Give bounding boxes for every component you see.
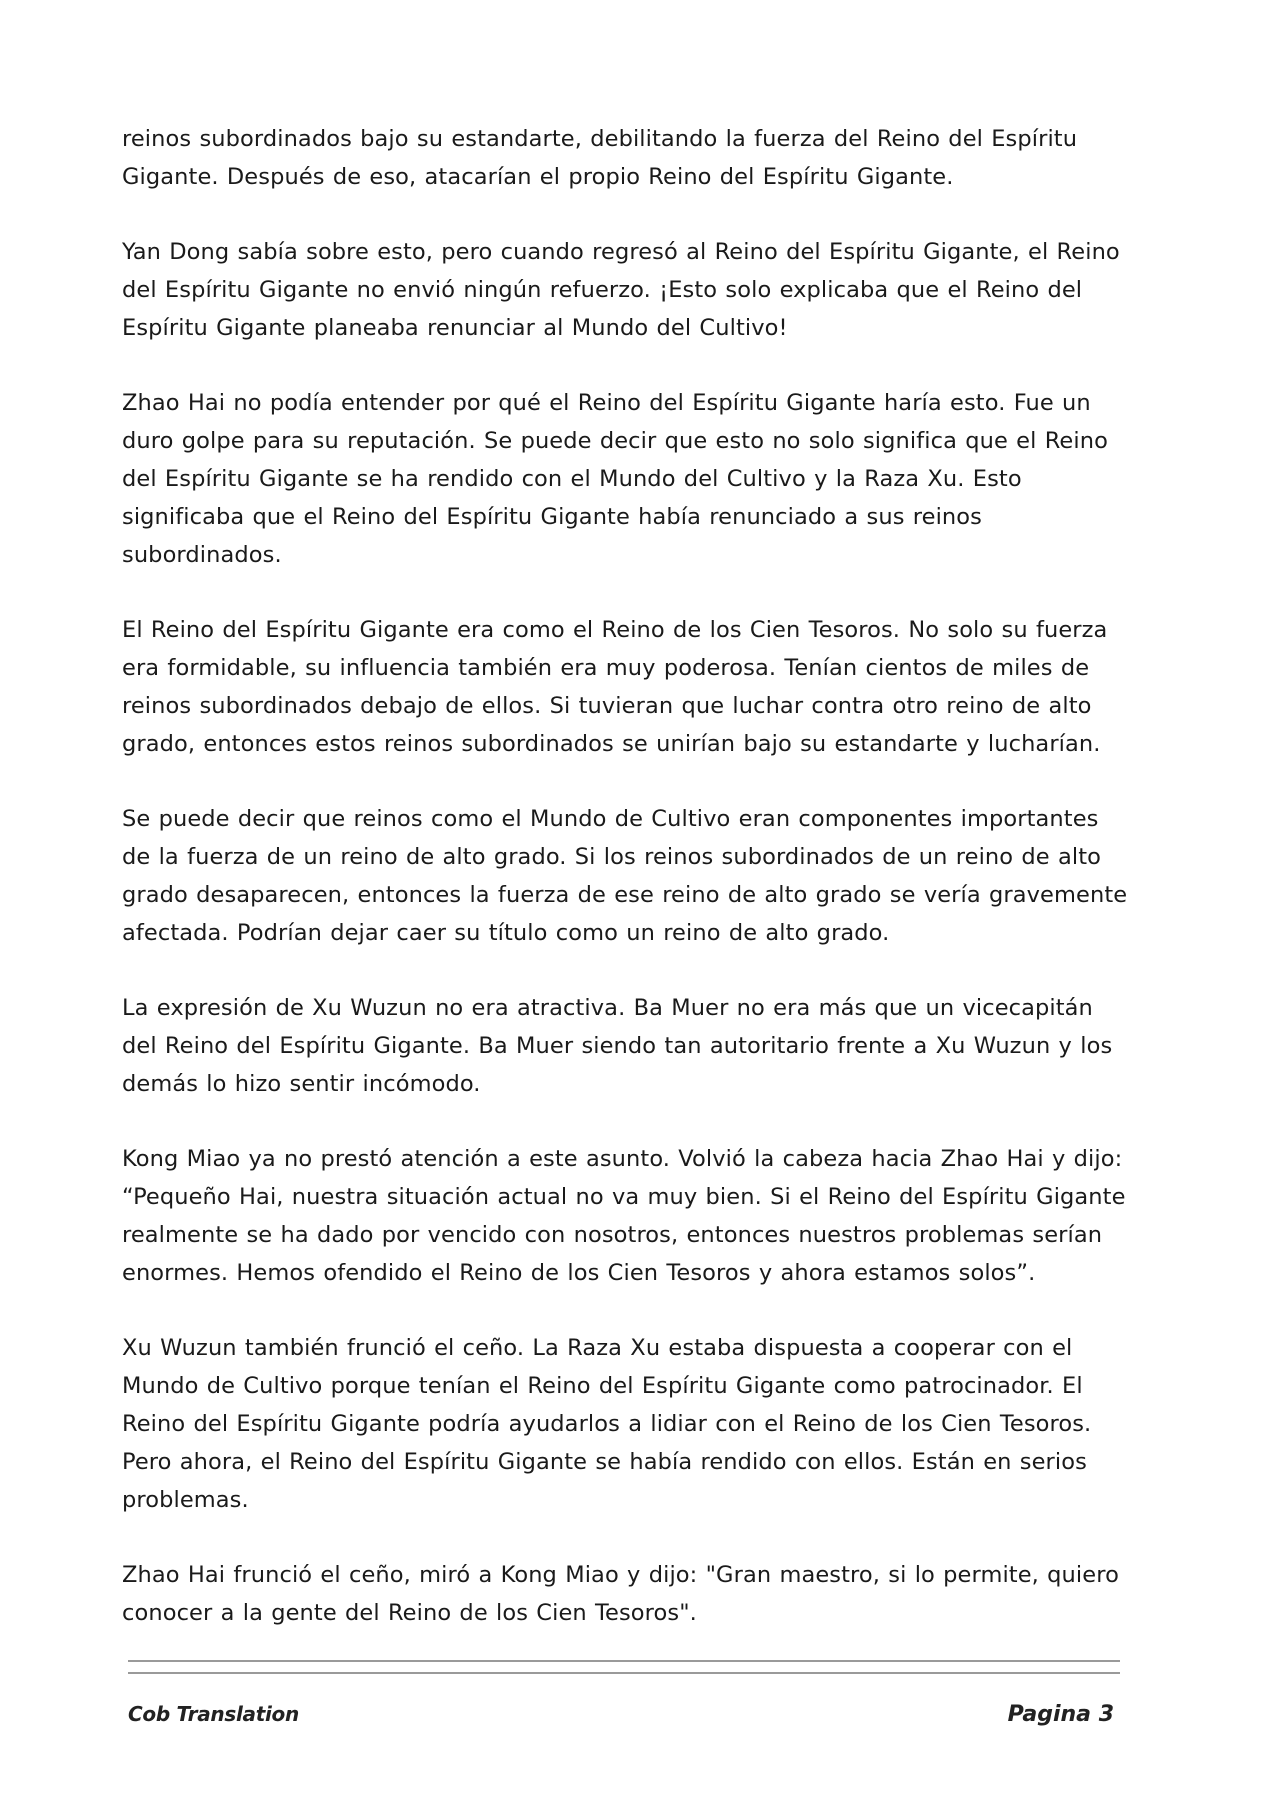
paragraph-2: Yan Dong sabía sobre esto, pero cuando regresó al Reino del Espíritu Gigante, el Reino del Espíritu Gigante no envió ningún refuerzo. ¡Esto solo explicaba que el Reino del Espíritu Gigante planeaba renunciar al Mundo del Cultivo! <box>122 239 1120 341</box>
paragraph-6: La expresión de Xu Wuzun no era atractiva. Ba Muer no era más que un vicecapitán del Reino del Espíritu Gigante. Ba Muer siendo tan autoritario frente a Xu Wuzun y los demás lo hizo sentir incómodo. <box>122 995 1113 1097</box>
paragraph-3: Zhao Hai no podía entender por qué el Reino del Espíritu Gigante haría esto. Fue un duro golpe para su reputación. Se puede decir que esto no solo significa que el Reino del Espíritu Gigante se ha rendido con el Mundo del Cultivo y la Raza Xu. Esto significaba que el Reino del Espíritu Gigante había renunciado a sus reinos subordinados. <box>122 390 1108 568</box>
paragraph-9: Zhao Hai frunció el ceño, miró a Kong Miao y dijo: "Gran maestro, si lo permite, quiero conocer a la gente del Reino de los Cien Tesoros". <box>122 1562 1119 1626</box>
paragraph-4: El Reino del Espíritu Gigante era como el Reino de los Cien Tesoros. No solo su fuerza era formidable, su influencia también era muy poderosa. Tenían cientos de miles de reinos subordinados debajo de ellos. Si tuvieran que luchar contra otro reino de alto grado, entonces estos reinos subordinados se unirían bajo su estandarte y lucharían. <box>122 617 1108 757</box>
paragraph-8: Xu Wuzun también frunció el ceño. La Raza Xu estaba dispuesta a cooperar con el Mundo de Cultivo porque tenían el Reino del Espíritu Gigante como patrocinador. El Reino del Espíritu Gigante podría ayudarlos a lidiar con el Reino de los Cien Tesoros. Pero ahora, el Reino del Espíritu Gigante se había rendido con ellos. Están en serios problemas. <box>122 1335 1092 1513</box>
paragraph-7: Kong Miao ya no prestó atención a este asunto. Volvió la cabeza hacia Zhao Hai y dijo: “Pequeño Hai, nuestra situación actual no va muy bien. Si el Reino del Espíritu Gigante realmente se ha dado por vencido con nosotros, entonces nuestros problemas serían enormes. Hemos ofendido el Reino de los Cien Tesoros y ahora estamos solos”. <box>122 1146 1126 1286</box>
footer-credit: Cob Translation <box>128 1702 299 1726</box>
page-number: Pagina 3 <box>1007 1702 1114 1727</box>
paragraph-5: Se puede decir que reinos como el Mundo de Cultivo eran componentes importantes de la fuerza de un reino de alto grado. Si los reinos subordinados de un reino de alto grado desaparecen, entonces la fuerza de ese reino de alto grado se vería gravemente afectada. Podrían dejar caer su título como un reino de alto grado. <box>122 806 1128 946</box>
footer-divider-top <box>128 1660 1120 1662</box>
body-text <box>122 120 1130 1669</box>
paragraph-1: reinos subordinados bajo su estandarte, debilitando la fuerza del Reino del Espíritu Gigante. Después de eso, atacarían el propio Reino del Espíritu Gigante. <box>122 126 1078 190</box>
footer-divider-bottom <box>128 1672 1120 1674</box>
